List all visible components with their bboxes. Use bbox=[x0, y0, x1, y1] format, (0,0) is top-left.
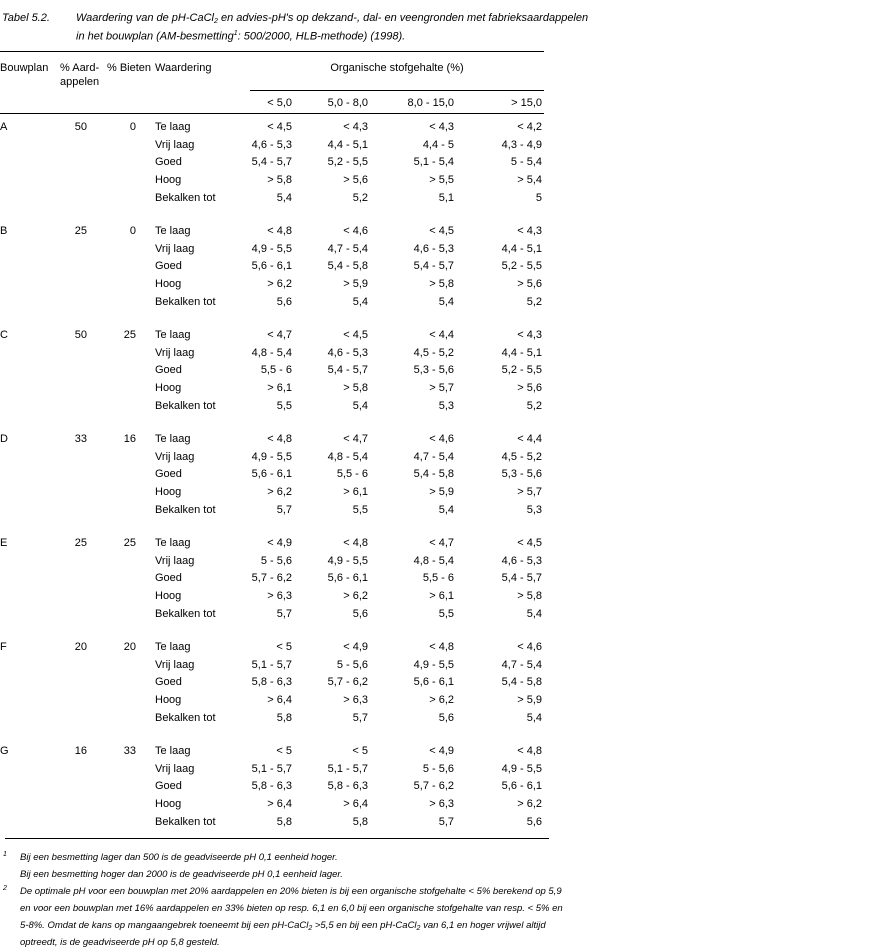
waardering-label: Te laag bbox=[155, 745, 191, 757]
waardering-label: Hoog bbox=[155, 486, 182, 498]
value-cell: 4,9 - 5,5 bbox=[251, 243, 292, 255]
aardappelen-cell: 20 bbox=[74, 641, 87, 653]
aardappelen-cell: 33 bbox=[74, 433, 87, 445]
value-cell: 5,5 bbox=[352, 504, 368, 516]
value-cell: 5,4 - 5,7 bbox=[251, 156, 292, 168]
waardering-label: Goed bbox=[155, 156, 182, 168]
value-cell: 5,8 - 6,3 bbox=[251, 676, 292, 688]
value-cell: 5,6 bbox=[276, 296, 292, 308]
value-cell: 5,1 - 5,7 bbox=[327, 763, 368, 775]
value-cell: 5,7 - 6,2 bbox=[413, 780, 454, 792]
waardering-label: Te laag bbox=[155, 433, 191, 445]
value-cell: 5,6 bbox=[526, 816, 542, 828]
value-cell: 5,3 - 5,6 bbox=[413, 364, 454, 376]
aardappelen-cell: 25 bbox=[74, 225, 87, 237]
value-cell: 5,1 - 5,7 bbox=[251, 659, 292, 671]
value-cell: 5,4 - 5,7 bbox=[501, 572, 542, 584]
value-cell: > 5,7 bbox=[429, 382, 454, 394]
value-cell: 5,1 bbox=[438, 192, 454, 204]
value-cell: 5,8 bbox=[352, 816, 368, 828]
header-sub-rule bbox=[250, 90, 544, 91]
value-cell: 5,2 - 5,5 bbox=[327, 156, 368, 168]
value-cell: < 4,4 bbox=[429, 329, 454, 341]
waardering-label: Hoog bbox=[155, 382, 182, 394]
value-cell: < 4,6 bbox=[343, 225, 368, 237]
bieten-cell: 16 bbox=[123, 433, 136, 445]
value-cell: 5,4 - 5,8 bbox=[327, 260, 368, 272]
caption-number: Tabel 5.2. bbox=[2, 12, 50, 24]
header-os-2: 5,0 - 8,0 bbox=[327, 97, 368, 109]
value-cell: < 4,3 bbox=[343, 121, 368, 133]
value-cell: < 4,5 bbox=[429, 225, 454, 237]
value-cell: 5,6 - 6,1 bbox=[327, 572, 368, 584]
value-cell: 4,4 - 5,1 bbox=[501, 347, 542, 359]
value-cell: 4,4 - 5,1 bbox=[501, 243, 542, 255]
value-cell: 4,7 - 5,4 bbox=[413, 451, 454, 463]
caption-line-2: in het bouwplan (AM-besmetting$^1$: 500/2000, HLB-methode) (1998). bbox=[76, 30, 406, 43]
waardering-label: Bekalken tot bbox=[155, 816, 216, 828]
header-bieten: % Bieten bbox=[107, 62, 152, 74]
aardappelen-cell: 50 bbox=[74, 121, 87, 133]
value-cell: 4,5 - 5,2 bbox=[413, 347, 454, 359]
value-cell: < 4,6 bbox=[429, 433, 454, 445]
bouwplan-cell: C bbox=[0, 329, 8, 341]
bieten-cell: 20 bbox=[123, 641, 136, 653]
value-cell: > 5,6 bbox=[517, 278, 542, 290]
value-cell: < 4,8 bbox=[343, 537, 368, 549]
waardering-label: Bekalken tot bbox=[155, 608, 216, 620]
value-cell: 5,6 - 6,1 bbox=[501, 780, 542, 792]
value-cell: 4,4 - 5 bbox=[422, 139, 454, 151]
waardering-label: Goed bbox=[155, 780, 182, 792]
value-cell: 5,6 - 6,1 bbox=[251, 260, 292, 272]
value-cell: 5,5 - 6 bbox=[422, 572, 454, 584]
value-cell: > 5,8 bbox=[429, 278, 454, 290]
footnote-2-line-1: De optimale pH voor een bouwplan met 20% aardappelen en 20% bieten is bij een organische stofgehalte < 5% berekend op 5,9 bbox=[20, 886, 562, 897]
waardering-label: Hoog bbox=[155, 278, 182, 290]
value-cell: > 6,2 bbox=[517, 798, 542, 810]
waardering-label: Te laag bbox=[155, 121, 191, 133]
header-waardering: Waardering bbox=[155, 62, 212, 74]
waardering-label: Vrij laag bbox=[155, 139, 195, 151]
header-os-4: > 15,0 bbox=[511, 97, 542, 109]
value-cell: < 4,4 bbox=[517, 433, 542, 445]
value-cell: < 4,8 bbox=[267, 225, 292, 237]
value-cell: > 6,4 bbox=[267, 694, 292, 706]
waardering-label: Goed bbox=[155, 260, 182, 272]
value-cell: < 4,3 bbox=[517, 329, 542, 341]
value-cell: > 6,2 bbox=[429, 694, 454, 706]
value-cell: 5 - 5,6 bbox=[336, 659, 368, 671]
value-cell: > 6,2 bbox=[267, 486, 292, 498]
value-cell: 5,6 bbox=[352, 608, 368, 620]
waardering-label: Bekalken tot bbox=[155, 504, 216, 516]
waardering-label: Goed bbox=[155, 572, 182, 584]
value-cell: 4,9 - 5,5 bbox=[501, 763, 542, 775]
value-cell: 5,5 bbox=[438, 608, 454, 620]
aardappelen-cell: 50 bbox=[74, 329, 87, 341]
value-cell: 4,3 - 4,9 bbox=[501, 139, 542, 151]
value-cell: 4,9 - 5,5 bbox=[413, 659, 454, 671]
value-cell: > 6,4 bbox=[267, 798, 292, 810]
value-cell: 5,4 bbox=[526, 712, 542, 724]
value-cell: > 6,3 bbox=[267, 590, 292, 602]
header-aardappelen-2: appelen bbox=[60, 76, 100, 88]
value-cell: < 4,5 bbox=[267, 121, 292, 133]
value-cell: 5,7 - 6,2 bbox=[251, 572, 292, 584]
waardering-label: Vrij laag bbox=[155, 763, 195, 775]
waardering-label: Hoog bbox=[155, 590, 182, 602]
waardering-label: Vrij laag bbox=[155, 243, 195, 255]
value-cell: 5,7 - 6,2 bbox=[327, 676, 368, 688]
footnote-2-line-4: optreedt, is de geadviseerde pH op 5,8 gesteld. bbox=[20, 937, 220, 948]
value-cell: > 5,8 bbox=[267, 174, 292, 186]
value-cell: > 5,5 bbox=[429, 174, 454, 186]
header-bottom-rule bbox=[0, 113, 544, 114]
header-bouwplan: Bouwplan bbox=[0, 62, 49, 74]
value-cell: > 5,9 bbox=[429, 486, 454, 498]
value-cell: < 4,9 bbox=[429, 745, 454, 757]
value-cell: < 4,8 bbox=[517, 745, 542, 757]
value-cell: 5 - 5,6 bbox=[422, 763, 454, 775]
value-cell: 5,8 - 6,3 bbox=[251, 780, 292, 792]
value-cell: < 4,3 bbox=[429, 121, 454, 133]
bieten-cell: 25 bbox=[123, 329, 136, 341]
bieten-cell: 0 bbox=[129, 121, 136, 133]
table-bottom-rule bbox=[5, 838, 549, 839]
value-cell: 5,4 bbox=[276, 192, 292, 204]
waardering-label: Goed bbox=[155, 468, 182, 480]
value-cell: > 5,8 bbox=[517, 590, 542, 602]
value-cell: < 5 bbox=[276, 641, 292, 653]
value-cell: 5,8 bbox=[276, 816, 292, 828]
value-cell: 5,7 bbox=[438, 816, 454, 828]
value-cell: > 5,6 bbox=[517, 382, 542, 394]
waardering-label: Te laag bbox=[155, 641, 191, 653]
value-cell: > 6,1 bbox=[343, 486, 368, 498]
value-cell: 5,2 bbox=[526, 296, 542, 308]
footnote-2-line-3: 5-8%. Omdat de kans op mangaangebrek toeneemt bij een pH-CaCl$_2$ >5,5 en bij een pH-CaCl$_2$ van 6,1 en hoger vrijwel altijd bbox=[20, 920, 546, 932]
value-cell: 4,7 - 5,4 bbox=[501, 659, 542, 671]
bieten-cell: 25 bbox=[123, 537, 136, 549]
value-cell: > 5,7 bbox=[517, 486, 542, 498]
value-cell: 4,8 - 5,4 bbox=[327, 451, 368, 463]
value-cell: 5,2 bbox=[352, 192, 368, 204]
bouwplan-cell: A bbox=[0, 121, 8, 133]
waardering-label: Te laag bbox=[155, 225, 191, 237]
value-cell: < 4,9 bbox=[343, 641, 368, 653]
value-cell: > 6,1 bbox=[429, 590, 454, 602]
value-cell: > 5,9 bbox=[343, 278, 368, 290]
value-cell: 5,2 bbox=[526, 400, 542, 412]
value-cell: > 6,2 bbox=[343, 590, 368, 602]
header-os-1: < 5,0 bbox=[267, 97, 292, 109]
value-cell: 5,3 bbox=[438, 400, 454, 412]
value-cell: > 6,1 bbox=[267, 382, 292, 394]
value-cell: > 5,4 bbox=[517, 174, 542, 186]
value-cell: < 4,7 bbox=[343, 433, 368, 445]
value-cell: 5,5 - 6 bbox=[336, 468, 368, 480]
value-cell: 5,8 bbox=[276, 712, 292, 724]
value-cell: < 4,2 bbox=[517, 121, 542, 133]
value-cell: 5,1 - 5,4 bbox=[413, 156, 454, 168]
value-cell: 4,6 - 5,3 bbox=[501, 555, 542, 567]
waardering-label: Te laag bbox=[155, 329, 191, 341]
value-cell: 5,4 bbox=[352, 400, 368, 412]
value-cell: < 4,8 bbox=[267, 433, 292, 445]
value-cell: < 4,5 bbox=[343, 329, 368, 341]
value-cell: > 5,6 bbox=[343, 174, 368, 186]
value-cell: < 4,7 bbox=[267, 329, 292, 341]
header-aardappelen-1: % Aard- bbox=[60, 62, 100, 74]
bouwplan-cell: F bbox=[0, 641, 7, 653]
value-cell: < 4,6 bbox=[517, 641, 542, 653]
waardering-label: Goed bbox=[155, 364, 182, 376]
waardering-label: Vrij laag bbox=[155, 347, 195, 359]
value-cell: 5,6 - 6,1 bbox=[413, 676, 454, 688]
value-cell: 4,9 - 5,5 bbox=[327, 555, 368, 567]
table-top-rule bbox=[0, 51, 544, 52]
footnote-1-marker: 1 bbox=[3, 851, 7, 858]
value-cell: 5,4 bbox=[438, 296, 454, 308]
footnote-1-line-1: Bij een besmetting lager dan 500 is de geadviseerde pH 0,1 eenheid hoger. bbox=[20, 852, 338, 863]
value-cell: 5,7 bbox=[276, 504, 292, 516]
waardering-label: Bekalken tot bbox=[155, 192, 216, 204]
value-cell: < 5 bbox=[352, 745, 368, 757]
value-cell: 5,4 bbox=[526, 608, 542, 620]
bieten-cell: 0 bbox=[129, 225, 136, 237]
bouwplan-cell: B bbox=[0, 225, 8, 237]
value-cell: 5,4 - 5,8 bbox=[501, 676, 542, 688]
value-cell: 5,3 bbox=[526, 504, 542, 516]
value-cell: 5,8 - 6,3 bbox=[327, 780, 368, 792]
waardering-label: Bekalken tot bbox=[155, 712, 216, 724]
value-cell: < 4,9 bbox=[267, 537, 292, 549]
value-cell: 5,3 - 5,6 bbox=[501, 468, 542, 480]
footnote-2-marker: 2 bbox=[3, 885, 7, 892]
value-cell: 4,6 - 5,3 bbox=[327, 347, 368, 359]
value-cell: 5,7 bbox=[276, 608, 292, 620]
value-cell: 5,4 - 5,7 bbox=[327, 364, 368, 376]
waardering-label: Bekalken tot bbox=[155, 296, 216, 308]
value-cell: 4,5 - 5,2 bbox=[501, 451, 542, 463]
aardappelen-cell: 25 bbox=[74, 537, 87, 549]
value-cell: 5,7 bbox=[352, 712, 368, 724]
caption-line-1: Waardering van de pH-CaCl$_2$ en advies-pH's op dekzand-, dal- en veengronden met fabrieksaardappelen bbox=[76, 12, 589, 25]
value-cell: 4,9 - 5,5 bbox=[251, 451, 292, 463]
waardering-label: Bekalken tot bbox=[155, 400, 216, 412]
waardering-label: Vrij laag bbox=[155, 659, 195, 671]
waardering-label: Goed bbox=[155, 676, 182, 688]
value-cell: > 5,8 bbox=[343, 382, 368, 394]
waardering-label: Hoog bbox=[155, 694, 182, 706]
value-cell: 4,8 - 5,4 bbox=[413, 555, 454, 567]
value-cell: 5,4 bbox=[352, 296, 368, 308]
value-cell: 5,4 - 5,8 bbox=[413, 468, 454, 480]
header-organische-stofgehalte: Organische stofgehalte (%) bbox=[330, 62, 464, 74]
bouwplan-cell: G bbox=[0, 745, 9, 757]
value-cell: 5 bbox=[535, 192, 542, 204]
bouwplan-cell: D bbox=[0, 433, 8, 445]
waardering-label: Hoog bbox=[155, 174, 182, 186]
value-cell: > 6,2 bbox=[267, 278, 292, 290]
value-cell: < 4,7 bbox=[429, 537, 454, 549]
waardering-label: Vrij laag bbox=[155, 555, 195, 567]
footnote-2-line-2: en voor een bouwplan met 16% aardappelen en 33% bieten op resp. 6,1 en 6,0 bij een organische stofgehalte van resp. < 5% en bbox=[20, 903, 563, 914]
value-cell: 5,4 - 5,7 bbox=[413, 260, 454, 272]
value-cell: > 6,4 bbox=[343, 798, 368, 810]
value-cell: 5,5 - 6 bbox=[260, 364, 292, 376]
value-cell: < 4,5 bbox=[517, 537, 542, 549]
aardappelen-cell: 16 bbox=[74, 745, 87, 757]
value-cell: 5,2 - 5,5 bbox=[501, 364, 542, 376]
bouwplan-cell: E bbox=[0, 537, 8, 549]
value-cell: > 6,3 bbox=[343, 694, 368, 706]
value-cell: 4,7 - 5,4 bbox=[327, 243, 368, 255]
header-os-3: 8,0 - 15,0 bbox=[407, 97, 454, 109]
value-cell: 5 - 5,6 bbox=[260, 555, 292, 567]
footnote-1-line-2: Bij een besmetting hoger dan 2000 is de geadviseerde pH 0,1 eenheid lager. bbox=[20, 869, 343, 880]
value-cell: < 4,3 bbox=[517, 225, 542, 237]
value-cell: < 5 bbox=[276, 745, 292, 757]
waardering-label: Te laag bbox=[155, 537, 191, 549]
waardering-label: Hoog bbox=[155, 798, 182, 810]
value-cell: 5,4 bbox=[438, 504, 454, 516]
value-cell: 5,2 - 5,5 bbox=[501, 260, 542, 272]
value-cell: 4,6 - 5,3 bbox=[413, 243, 454, 255]
value-cell: 4,8 - 5,4 bbox=[251, 347, 292, 359]
value-cell: 5 - 5,4 bbox=[510, 156, 542, 168]
value-cell: 4,4 - 5,1 bbox=[327, 139, 368, 151]
value-cell: > 6,3 bbox=[429, 798, 454, 810]
value-cell: 5,6 - 6,1 bbox=[251, 468, 292, 480]
value-cell: < 4,8 bbox=[429, 641, 454, 653]
value-cell: 4,6 - 5,3 bbox=[251, 139, 292, 151]
value-cell: 5,6 bbox=[438, 712, 454, 724]
waardering-label: Vrij laag bbox=[155, 451, 195, 463]
value-cell: 5,5 bbox=[276, 400, 292, 412]
bieten-cell: 33 bbox=[123, 745, 136, 757]
value-cell: 5,1 - 5,7 bbox=[251, 763, 292, 775]
value-cell: > 5,9 bbox=[517, 694, 542, 706]
